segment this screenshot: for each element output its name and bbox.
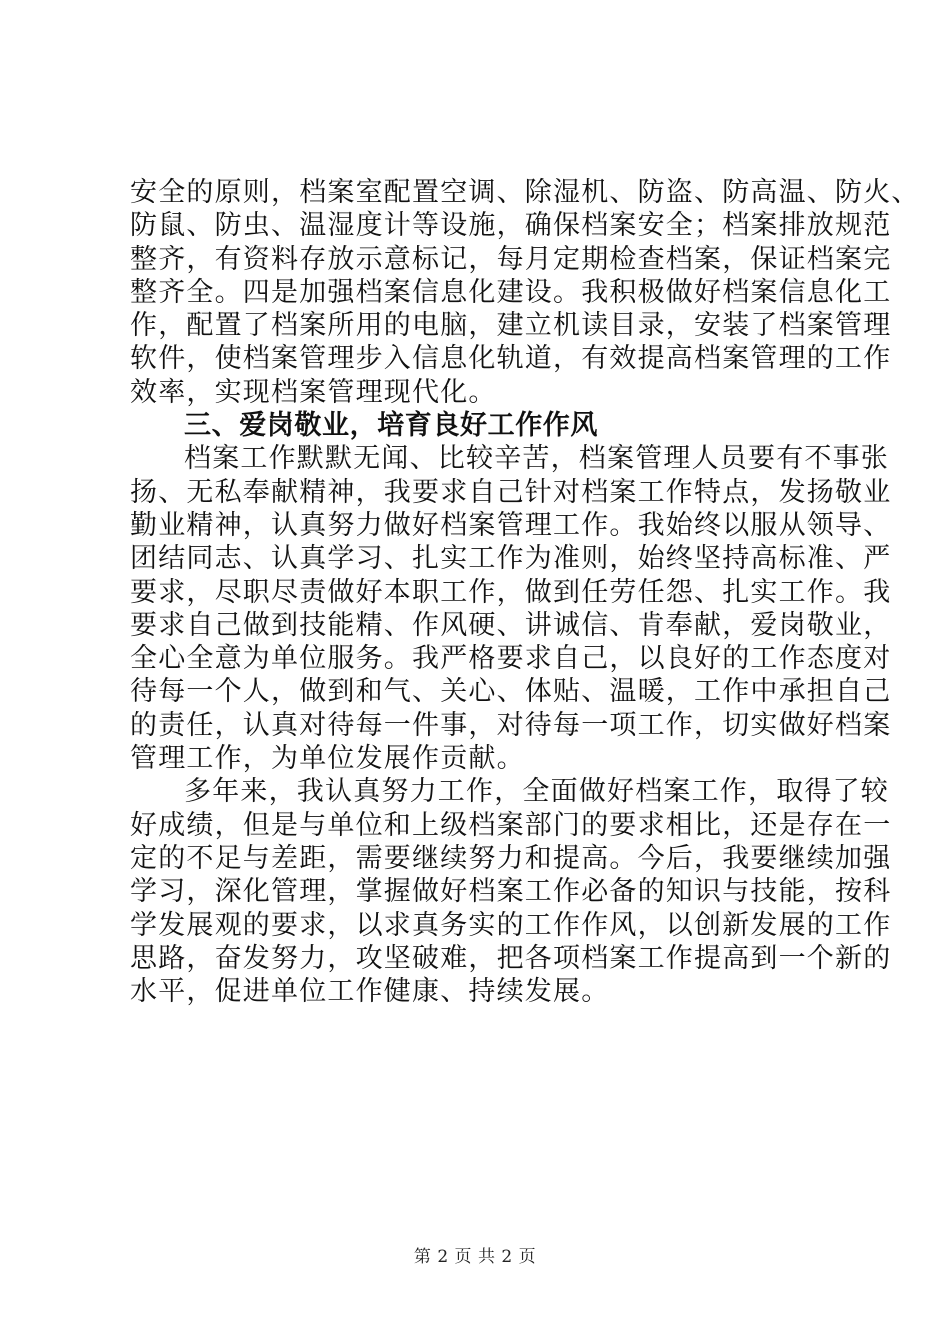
text-line: 软件，使档案管理步入信息化轨道，有效提高档案管理的工作	[130, 343, 892, 375]
text-line: 扬、无私奉献精神，我要求自己针对档案工作特点，发扬敬业	[130, 476, 892, 508]
text-line: 整齐，有资料存放示意标记，每月定期检查档案，保证档案完	[130, 243, 892, 275]
text-line: 防鼠、防虫、温湿度计等设施，确保档案安全；档案排放规范	[130, 210, 892, 242]
page-number-footer: 第 2 页 共 2 页	[413, 1247, 537, 1267]
text-line: 好成绩，但是与单位和上级档案部门的要求相比，还是存在一	[130, 809, 892, 841]
paragraph-2	[130, 442, 892, 775]
text-line: 安全的原则，档案室配置空调、除湿机、防盗、防高温、防火、	[130, 177, 920, 208]
text-line: 整齐全。四是加强档案信息化建设。我积极做好档案信息化工	[130, 276, 892, 308]
text-line: 效率，实现档案管理现代化。	[130, 376, 497, 408]
text-line: 水平，促进单位工作健康、持续发展。	[130, 976, 610, 1008]
paragraph-1	[130, 176, 920, 409]
text-line: 管理工作，为单位发展作贡献。	[130, 743, 525, 775]
document-body	[130, 176, 920, 1008]
text-line: 多年来，我认真努力工作，全面做好档案工作，取得了较	[184, 776, 889, 808]
text-line: 档案工作默默无闻、比较辛苦，档案管理人员要有不事张	[184, 443, 889, 475]
paragraph-3	[130, 775, 892, 1008]
section-heading: 三、爱岗敬业，培育良好工作作风	[184, 410, 598, 442]
text-line: 学习，深化管理，掌握做好档案工作必备的知识与技能，按科	[130, 876, 892, 908]
text-line: 学发展观的要求，以求真务实的工作作风，以创新发展的工作	[130, 909, 892, 941]
text-line: 勤业精神，认真努力做好档案管理工作。我始终以服从领导、	[130, 509, 892, 541]
text-line: 作，配置了档案所用的电脑，建立机读目录，安装了档案管理	[130, 310, 892, 342]
text-line: 定的不足与差距，需要继续努力和提高。今后，我要继续加强	[130, 842, 892, 874]
text-line: 团结同志、认真学习、扎实工作为准则，始终坚持高标准、严	[130, 543, 892, 575]
text-line: 全心全意为单位服务。我严格要求自己，以良好的工作态度对	[130, 643, 892, 675]
text-line: 待每一个人，做到和气、关心、体贴、温暖，工作中承担自己	[130, 676, 892, 708]
text-line: 要求，尽职尽责做好本职工作，做到任劳任怨、扎实工作。我	[130, 576, 892, 608]
text-line: 思路，奋发努力，攻坚破难，把各项档案工作提高到一个新的	[130, 942, 892, 974]
text-line: 的责任，认真对待每一件事，对待每一项工作，切实做好档案	[130, 709, 892, 741]
text-line: 要求自己做到技能精、作风硬、讲诚信、肯奉献，爱岗敬业，	[130, 609, 892, 641]
